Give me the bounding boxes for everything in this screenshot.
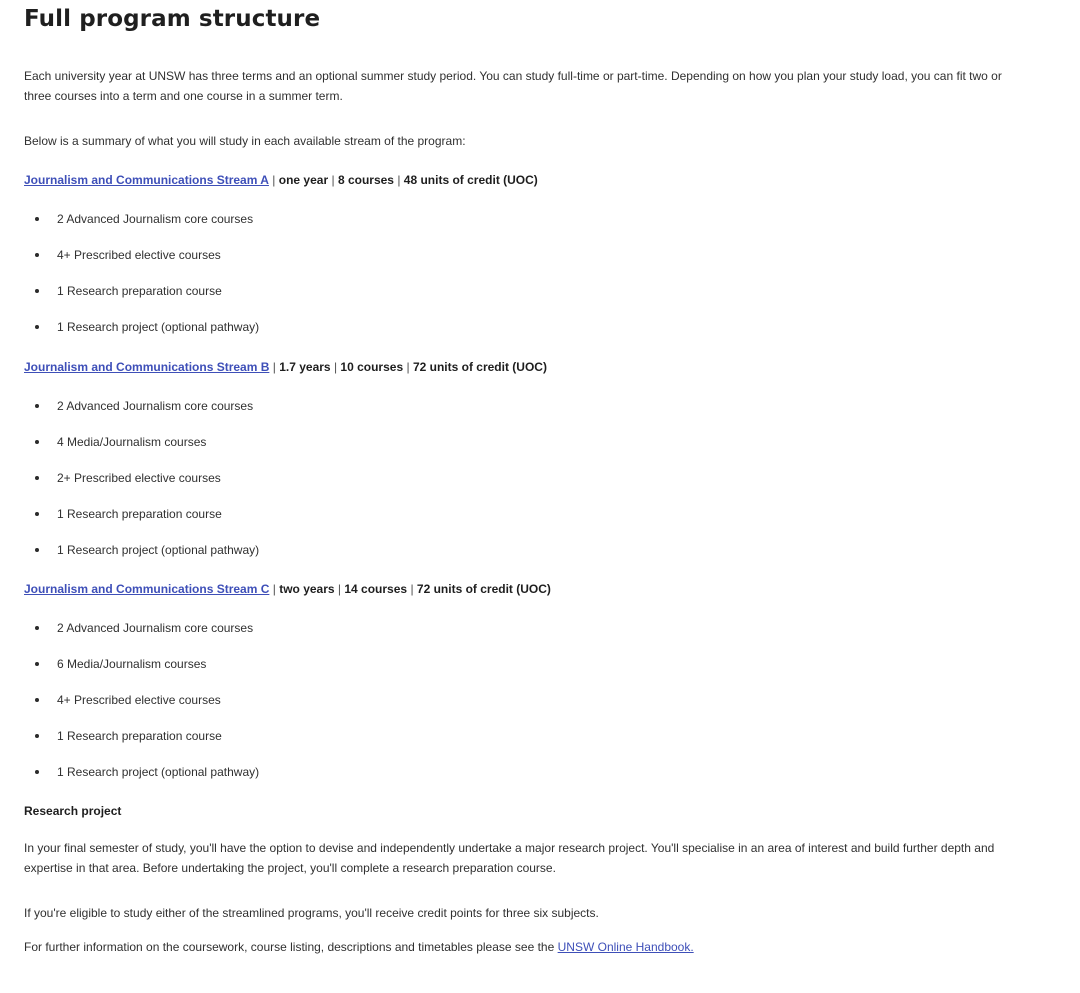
research-paragraph	[24, 838, 994, 878]
list-item-text: 4 Media/Journalism courses	[57, 435, 207, 449]
bullet-icon	[35, 734, 39, 738]
list-item	[24, 728, 259, 764]
bullet-icon	[35, 289, 39, 293]
list-item	[24, 470, 259, 506]
list-item	[24, 506, 259, 542]
list-item	[24, 434, 259, 470]
stream-a-link[interactable]: Journalism and Communications Stream A	[24, 173, 269, 187]
list-item	[24, 398, 259, 434]
separator: |	[333, 360, 338, 374]
stream-c-block	[24, 581, 551, 597]
list-item	[24, 211, 259, 247]
bullet-icon	[35, 698, 39, 702]
bullet-icon	[35, 404, 39, 408]
stream-c-duration: two years	[279, 582, 335, 596]
research-line-1: In your final semester of study, you'll have the option to devise and independently undertake a major research project. You'll specialise in an area of interest and build further depth and	[24, 841, 995, 855]
bullet-icon	[35, 476, 39, 480]
list-item	[24, 692, 259, 728]
bullet-icon	[35, 548, 39, 552]
list-item	[24, 283, 259, 319]
research-line-2: expertise in that area. Before undertaking the project, you'll complete a research preparation course.	[24, 861, 556, 875]
list-item-text: 1 Research project (optional pathway)	[57, 543, 260, 557]
list-item-text: 2 Advanced Journalism core courses	[57, 399, 254, 413]
list-item	[24, 542, 259, 578]
bullet-icon	[35, 253, 39, 257]
list-item-text: 2+ Prescribed elective courses	[57, 471, 221, 485]
further-info-text	[24, 937, 694, 957]
separator: |	[272, 360, 276, 374]
list-item-text: 1 Research preparation course	[57, 729, 222, 743]
list-item-text: 1 Research preparation course	[57, 507, 222, 521]
list-item	[24, 247, 259, 283]
stream-b-credit: 72 units of credit (UOC)	[412, 360, 547, 374]
bullet-icon	[35, 770, 39, 774]
separator: |	[410, 582, 414, 596]
list-item	[24, 620, 259, 656]
bullet-icon	[35, 626, 39, 630]
list-item-text: 4+ Prescribed elective courses	[57, 693, 221, 707]
stream-b-duration: 1.7 years	[279, 360, 331, 374]
stream-a-courses: 8 courses	[337, 173, 394, 187]
list-item	[24, 319, 259, 355]
stream-c-credit: 72 units of credit (UOC)	[416, 582, 551, 596]
separator: |	[397, 173, 401, 187]
handbook-link[interactable]: UNSW Online Handbook.	[557, 940, 694, 954]
stream-c-link[interactable]: Journalism and Communications Stream C	[24, 582, 270, 596]
stream-b-courses: 10 courses	[340, 360, 404, 374]
further-info-prefix: For further information on the coursework, course listing, descriptions and timetables please see the	[24, 940, 558, 954]
stream-c-heading	[24, 581, 551, 597]
intro-paragraph	[24, 66, 1002, 106]
list-item-text: 1 Research project (optional pathway)	[57, 320, 260, 334]
list-item	[24, 764, 259, 800]
separator: |	[406, 360, 410, 374]
separator: |	[272, 173, 276, 187]
page-title: Full program structure	[24, 6, 321, 32]
stream-b-link[interactable]: Journalism and Communications Stream B	[24, 360, 270, 374]
separator: |	[337, 582, 342, 596]
summary-text: Below is a summary of what you will study in each available stream of the program:	[24, 134, 466, 148]
bullet-icon	[35, 325, 39, 329]
intro-line-2: three courses into a term and one course in a summer term.	[24, 89, 343, 103]
stream-a-credit: 48 units of credit (UOC)	[403, 173, 538, 187]
list-item-text: 1 Research project (optional pathway)	[57, 765, 260, 779]
stream-c-list	[24, 620, 259, 800]
eligibility-text: If you're eligible to study either of the streamlined programs, you'll receive credit points for three six subjects.	[24, 906, 599, 920]
separator: |	[272, 582, 276, 596]
stream-a-list	[24, 211, 259, 355]
stream-a-heading	[24, 172, 538, 188]
list-item-text: 2 Advanced Journalism core courses	[57, 621, 254, 635]
list-item-text: 4+ Prescribed elective courses	[57, 248, 221, 262]
stream-c-courses: 14 courses	[344, 582, 408, 596]
stream-b-heading	[24, 359, 547, 375]
bullet-icon	[35, 662, 39, 666]
stream-b-block	[24, 359, 547, 375]
stream-a-block	[24, 172, 538, 188]
list-item-text: 1 Research preparation course	[57, 284, 222, 298]
bullet-icon	[35, 217, 39, 221]
bullet-icon	[35, 440, 39, 444]
list-item-text: 2 Advanced Journalism core courses	[57, 212, 254, 226]
list-item	[24, 656, 259, 692]
stream-b-list	[24, 398, 259, 578]
stream-a-duration: one year	[278, 173, 329, 187]
intro-line-1: Each university year at UNSW has three terms and an optional summer study period. You can study full-time or part-time. Depending on how you plan your study load, you can fit two or	[24, 69, 1002, 83]
list-item-text: 6 Media/Journalism courses	[57, 657, 207, 671]
bullet-icon	[35, 512, 39, 516]
separator: |	[331, 173, 335, 187]
research-project-heading: Research project	[24, 804, 122, 818]
